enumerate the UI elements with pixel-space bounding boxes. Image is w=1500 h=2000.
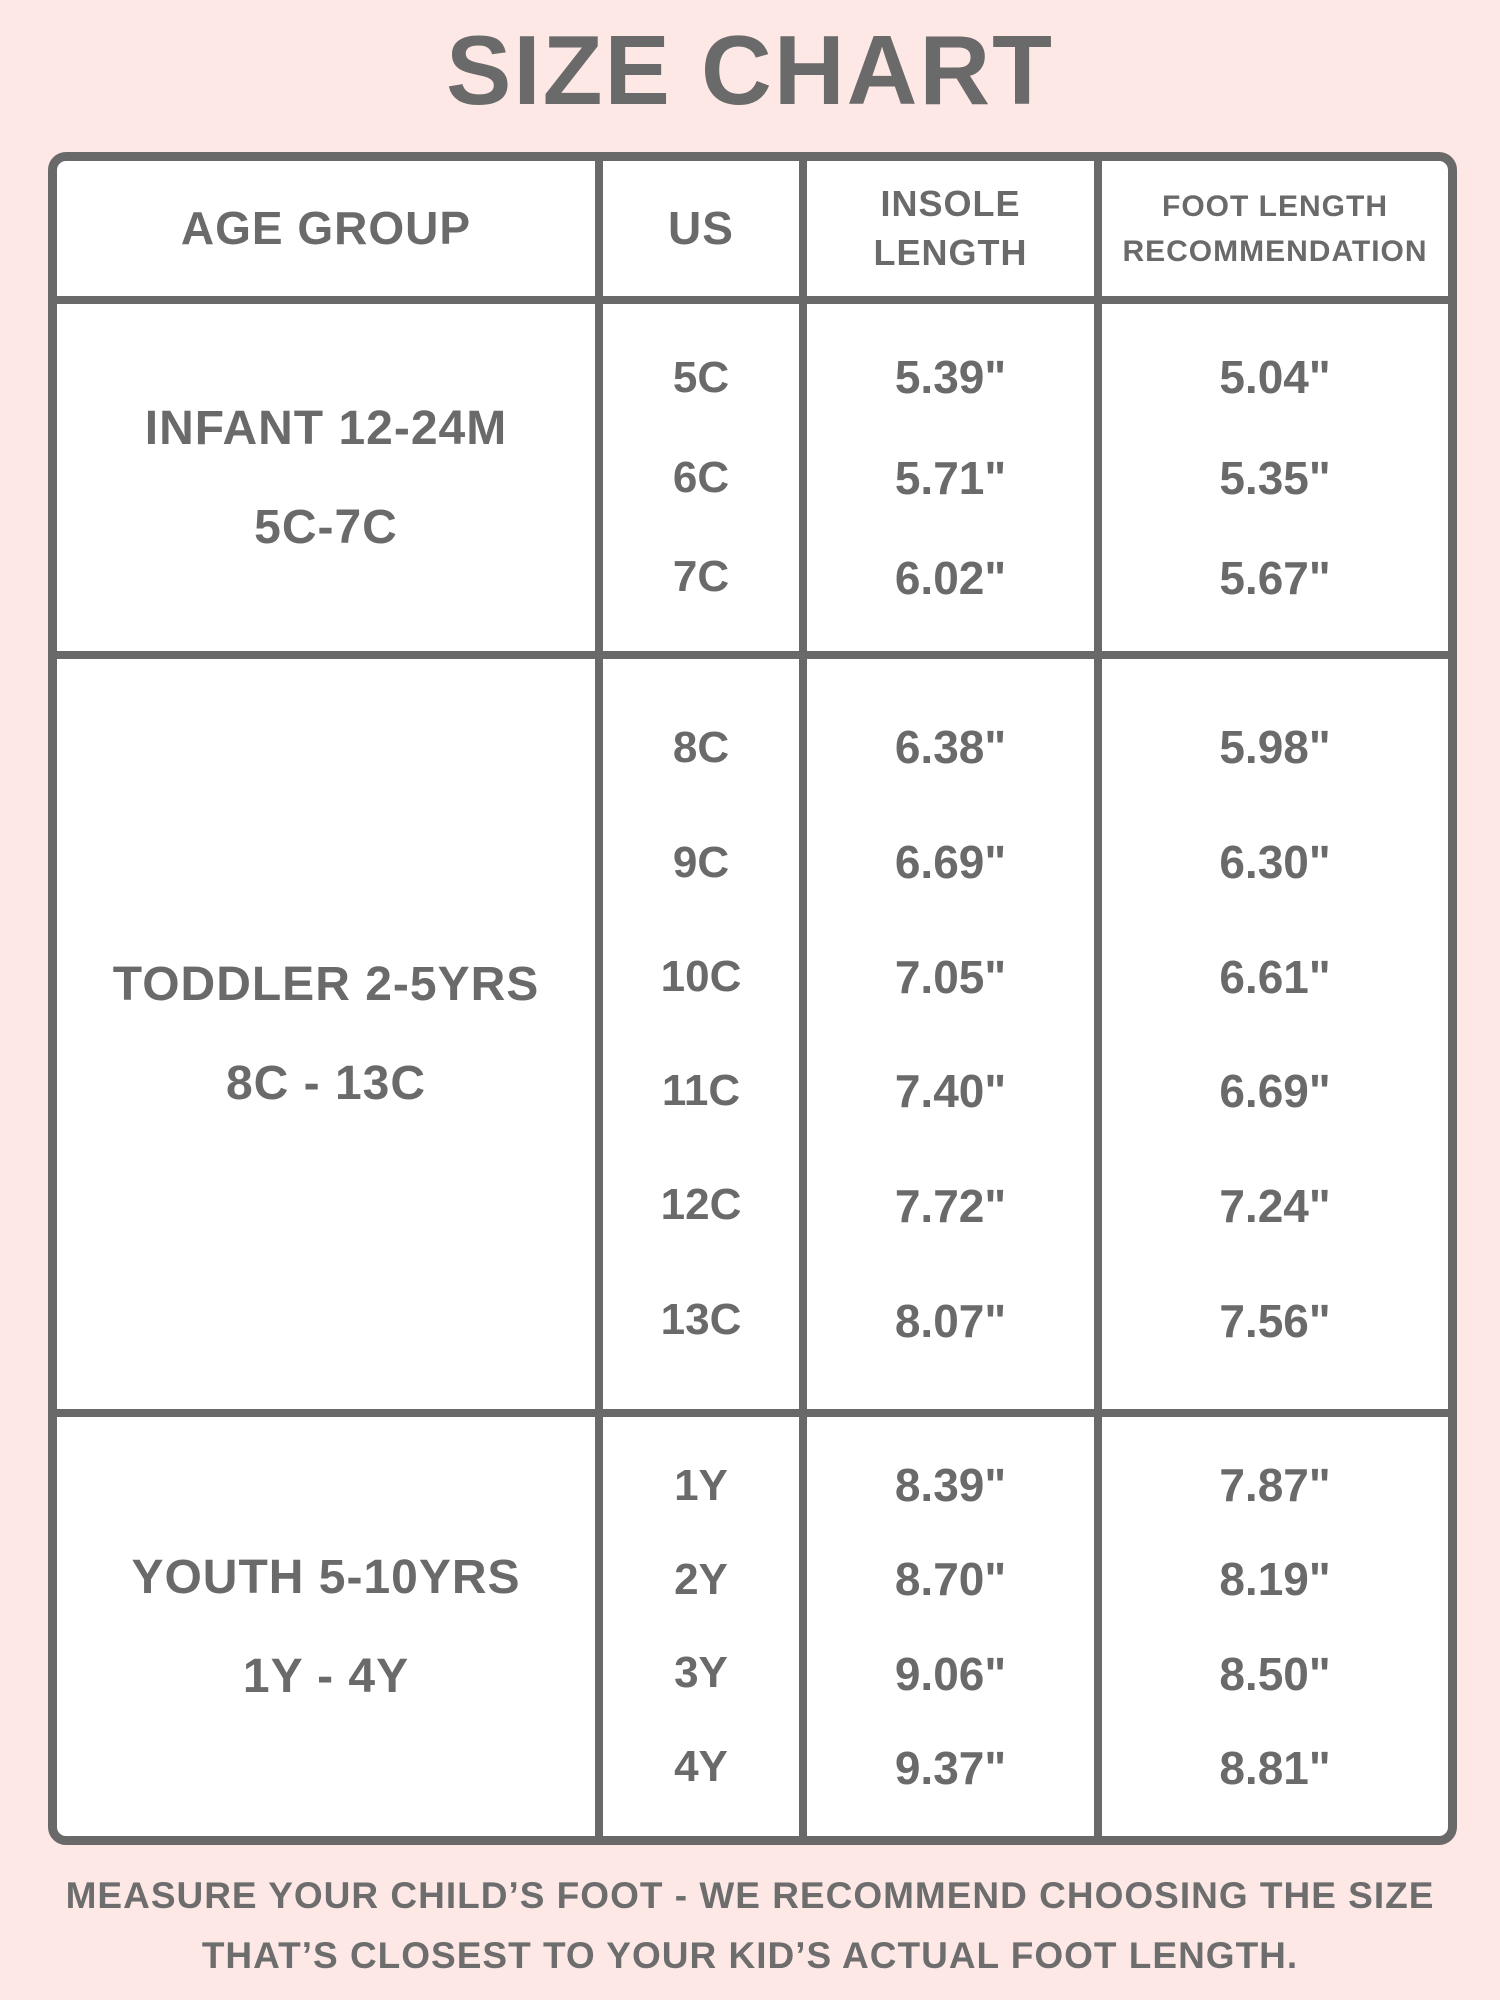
page-title: SIZE CHART	[446, 15, 1054, 125]
size-range-label: 1Y - 4Y	[242, 1649, 410, 1703]
us-size-value: 4Y	[674, 1742, 728, 1792]
age-group-label: INFANT 12-24M	[144, 401, 508, 455]
foot-length-value: 5.98"	[1219, 720, 1331, 773]
insole-length-value: 8.07"	[894, 1295, 1007, 1348]
section-youth-us-sizes	[603, 1417, 807, 1836]
foot-length-value: 5.67"	[1219, 551, 1331, 604]
section-infant-insole-lengths	[807, 304, 1102, 659]
insole-length-value: 6.38"	[894, 720, 1007, 773]
insole-length-value: 6.02"	[894, 551, 1007, 604]
us-size-value: 3Y	[674, 1648, 728, 1698]
insole-length-value: 6.69"	[894, 835, 1007, 888]
insole-length-value: 9.06"	[894, 1647, 1007, 1700]
us-size-value: 2Y	[674, 1554, 728, 1604]
us-size-value: 1Y	[674, 1460, 728, 1510]
us-size-value: 7C	[672, 551, 730, 601]
foot-length-value: 7.56"	[1219, 1295, 1331, 1348]
foot-length-value: 6.61"	[1219, 950, 1331, 1003]
header-insole-length: INSOLE LENGTH	[807, 161, 1102, 304]
section-youth-label	[57, 1417, 603, 1836]
section-toddler-us-sizes	[603, 659, 807, 1417]
header-us: US	[603, 161, 807, 304]
foot-length-value: 7.87"	[1219, 1458, 1331, 1511]
header-foot-length: FOOT LENGTH RECOMMENDATION	[1102, 161, 1448, 304]
section-toddler-insole-lengths	[807, 659, 1102, 1417]
section-infant-foot-lengths	[1102, 304, 1448, 659]
us-size-value: 13C	[660, 1294, 742, 1344]
insole-length-value: 5.71"	[894, 451, 1007, 504]
foot-length-value: 5.04"	[1219, 351, 1331, 404]
us-size-value: 6C	[672, 452, 730, 502]
insole-length-value: 7.40"	[894, 1065, 1007, 1118]
section-youth-foot-lengths	[1102, 1417, 1448, 1836]
insole-length-value: 9.37"	[894, 1742, 1007, 1795]
us-size-value: 9C	[672, 837, 730, 887]
footer-note-line1: MEASURE YOUR CHILD’S FOOT - WE RECOMMEND CHOOSING THE SIZE	[65, 1875, 1435, 1916]
age-group-label: YOUTH 5-10YRS	[131, 1550, 521, 1604]
insole-length-value: 5.39"	[894, 351, 1007, 404]
section-infant-us-sizes	[603, 304, 807, 659]
section-infant-label	[57, 304, 603, 659]
us-size-value: 10C	[660, 951, 742, 1001]
size-range-label: 8C - 13C	[225, 1057, 427, 1110]
foot-length-value: 6.69"	[1219, 1065, 1331, 1118]
insole-length-value: 7.72"	[894, 1180, 1007, 1233]
foot-length-value: 7.24"	[1219, 1180, 1331, 1233]
foot-length-value: 8.19"	[1219, 1553, 1331, 1606]
us-size-value: 8C	[672, 723, 730, 773]
size-chart-table	[48, 152, 1457, 1845]
footer-note	[0, 1866, 1500, 1986]
size-range-label: 5C-7C	[254, 500, 398, 554]
insole-length-value: 8.39"	[894, 1458, 1007, 1511]
footer-note-line2: THAT’S CLOSEST TO YOUR KID’S ACTUAL FOOT LENGTH.	[201, 1934, 1299, 1976]
foot-length-value: 8.50"	[1219, 1647, 1331, 1700]
us-size-value: 11C	[661, 1066, 741, 1116]
us-size-value: 12C	[660, 1180, 742, 1230]
age-group-label: TODDLER 2-5YRS	[112, 958, 540, 1011]
header-age-group: AGE GROUP	[57, 161, 603, 304]
insole-length-value: 8.70"	[894, 1553, 1007, 1606]
foot-length-value: 8.81"	[1219, 1742, 1331, 1795]
section-youth-insole-lengths	[807, 1417, 1102, 1836]
section-toddler-label	[57, 659, 603, 1417]
foot-length-value: 5.35"	[1219, 451, 1331, 504]
foot-length-value: 6.30"	[1219, 835, 1331, 888]
section-toddler-foot-lengths	[1102, 659, 1448, 1417]
insole-length-value: 7.05"	[894, 950, 1007, 1003]
us-size-value: 5C	[672, 353, 730, 403]
